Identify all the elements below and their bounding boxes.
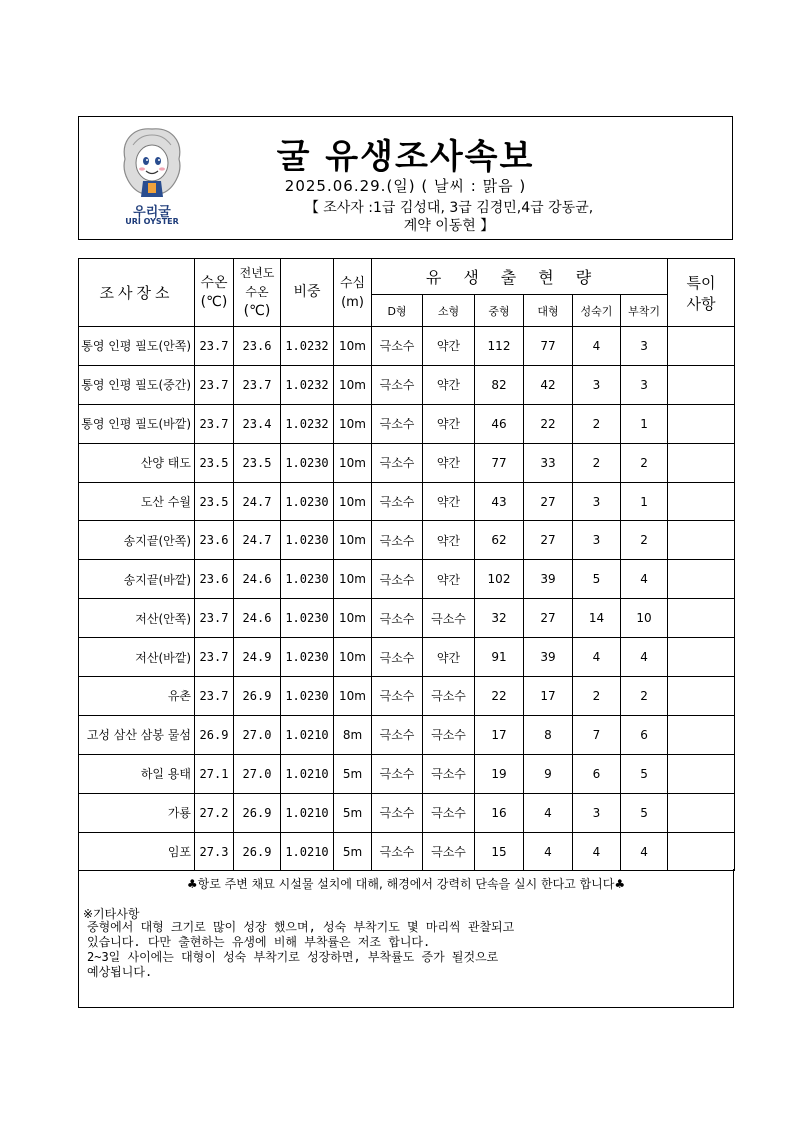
medium-cell: 43 (475, 482, 524, 521)
density-cell: 1.0230 (281, 560, 334, 599)
remarks-text: 중형에서 대형 크기로 많이 성장 했으며, 성숙 부착기도 몇 마리씩 관찰되고 있습니다. 다만 출현하는 유생에 비해 부착률은 저조 합니다. 2~3일 사이에는 대형이 성숙 부착기로 성장하면, 부착률도 증가 될것으로 예상됩니다. (87, 920, 515, 979)
small-cell: 극소수 (423, 677, 475, 716)
depth-cell: 10m (334, 404, 372, 443)
prev-temp-cell: 26.9 (234, 677, 281, 716)
prev-temp-cell: 24.7 (234, 482, 281, 521)
header-box (78, 116, 733, 240)
attach-cell: 2 (621, 677, 668, 716)
logo-subtext: URI OYSTER (125, 217, 179, 226)
header-density: 비중 (281, 259, 334, 327)
large-cell: 39 (524, 560, 573, 599)
large-cell: 22 (524, 404, 573, 443)
d-type-cell: 극소수 (372, 754, 423, 793)
surveyor-info (249, 199, 649, 235)
density-cell: 1.0230 (281, 443, 334, 482)
small-cell: 약간 (423, 443, 475, 482)
d-type-cell: 극소수 (372, 599, 423, 638)
mature-cell: 2 (573, 677, 621, 716)
density-cell: 1.0230 (281, 521, 334, 560)
water-temp-cell: 23.7 (195, 677, 234, 716)
water-temp-cell: 23.6 (195, 521, 234, 560)
small-cell: 약간 (423, 638, 475, 677)
large-cell: 77 (524, 327, 573, 366)
location-cell: 산양 태도 (79, 443, 195, 482)
mature-cell: 3 (573, 521, 621, 560)
location-cell: 저산(안쪽) (79, 599, 195, 638)
header-location: 조사장소 (79, 259, 195, 327)
mature-cell: 14 (573, 599, 621, 638)
location-cell: 고성 삼산 삼봉 물섬 (79, 715, 195, 754)
attach-cell: 2 (621, 443, 668, 482)
density-cell: 1.0230 (281, 677, 334, 716)
location-cell: 송지끝(바깥) (79, 560, 195, 599)
table-row (79, 599, 735, 638)
d-type-cell: 극소수 (372, 443, 423, 482)
attach-cell: 2 (621, 521, 668, 560)
location-cell: 통영 인평 필도(바깥) (79, 404, 195, 443)
special-note-cell (668, 793, 735, 832)
attach-cell: 10 (621, 599, 668, 638)
location-cell: 임포 (79, 832, 195, 871)
medium-cell: 102 (475, 560, 524, 599)
table-row (79, 365, 735, 404)
medium-cell: 112 (475, 327, 524, 366)
density-cell: 1.0210 (281, 715, 334, 754)
prev-temp-cell: 24.6 (234, 599, 281, 638)
depth-cell: 8m (334, 715, 372, 754)
large-cell: 4 (524, 832, 573, 871)
table-row (79, 832, 735, 871)
header-large: 대형 (524, 295, 573, 327)
depth-cell: 10m (334, 560, 372, 599)
table-row (79, 754, 735, 793)
mature-cell: 5 (573, 560, 621, 599)
table-row (79, 793, 735, 832)
attach-cell: 3 (621, 327, 668, 366)
mature-cell: 4 (573, 832, 621, 871)
d-type-cell: 극소수 (372, 715, 423, 754)
location-cell: 가룡 (79, 793, 195, 832)
large-cell: 27 (524, 521, 573, 560)
page-title: 굴 유생조사속보 (276, 137, 535, 177)
attach-cell: 3 (621, 365, 668, 404)
header-special-notes: 특이 사항 (668, 259, 735, 327)
d-type-cell: 극소수 (372, 482, 423, 521)
date-weather-line: 2025.06.29.(일) ( 날씨 : 맑음 ) (284, 177, 527, 195)
water-temp-cell: 23.5 (195, 482, 234, 521)
water-temp-cell: 23.7 (195, 365, 234, 404)
prev-temp-cell: 24.6 (234, 560, 281, 599)
table-row (79, 638, 735, 677)
mature-cell: 3 (573, 793, 621, 832)
medium-cell: 19 (475, 754, 524, 793)
special-note-cell (668, 677, 735, 716)
mature-cell: 3 (573, 365, 621, 404)
depth-cell: 10m (334, 365, 372, 404)
d-type-cell: 극소수 (372, 365, 423, 404)
header-spawn-amount: 유생출현량 (372, 259, 668, 295)
medium-cell: 91 (475, 638, 524, 677)
header-d-type: D형 (372, 295, 423, 327)
header-small: 소형 (423, 295, 475, 327)
small-cell: 약간 (423, 560, 475, 599)
mature-cell: 3 (573, 482, 621, 521)
special-note-cell (668, 832, 735, 871)
mature-cell: 4 (573, 638, 621, 677)
d-type-cell: 극소수 (372, 560, 423, 599)
large-cell: 33 (524, 443, 573, 482)
prev-temp-cell: 23.7 (234, 365, 281, 404)
table-row (79, 404, 735, 443)
medium-cell: 77 (475, 443, 524, 482)
d-type-cell: 극소수 (372, 677, 423, 716)
density-cell: 1.0230 (281, 482, 334, 521)
medium-cell: 46 (475, 404, 524, 443)
depth-cell: 10m (334, 638, 372, 677)
small-cell: 약간 (423, 404, 475, 443)
density-cell: 1.0210 (281, 793, 334, 832)
density-cell: 1.0210 (281, 754, 334, 793)
large-cell: 8 (524, 715, 573, 754)
small-cell: 극소수 (423, 754, 475, 793)
water-temp-cell: 23.7 (195, 327, 234, 366)
special-note-cell (668, 521, 735, 560)
mature-cell: 6 (573, 754, 621, 793)
attach-cell: 4 (621, 638, 668, 677)
medium-cell: 82 (475, 365, 524, 404)
density-cell: 1.0232 (281, 404, 334, 443)
prev-temp-cell: 27.0 (234, 754, 281, 793)
d-type-cell: 극소수 (372, 404, 423, 443)
special-note-cell (668, 638, 735, 677)
small-cell: 극소수 (423, 599, 475, 638)
mature-cell: 2 (573, 404, 621, 443)
special-note-cell (668, 599, 735, 638)
medium-cell: 62 (475, 521, 524, 560)
table-row (79, 677, 735, 716)
large-cell: 27 (524, 599, 573, 638)
water-temp-cell: 23.7 (195, 404, 234, 443)
prev-temp-cell: 23.4 (234, 404, 281, 443)
large-cell: 39 (524, 638, 573, 677)
small-cell: 극소수 (423, 793, 475, 832)
header-medium: 중형 (475, 295, 524, 327)
location-cell: 송지끝(안쪽) (79, 521, 195, 560)
surveyor-line-1: 【 조사자 :1급 김성대, 3급 김경민,4급 강동균, (304, 200, 594, 216)
large-cell: 17 (524, 677, 573, 716)
header-depth: 수심 (m) (334, 259, 372, 327)
attach-cell: 5 (621, 793, 668, 832)
special-note-cell (668, 327, 735, 366)
header-attach: 부착기 (621, 295, 668, 327)
special-note-cell (668, 754, 735, 793)
location-cell: 통영 인평 필도(중간) (79, 365, 195, 404)
special-note-cell (668, 482, 735, 521)
small-cell: 약간 (423, 365, 475, 404)
prev-temp-cell: 24.9 (234, 638, 281, 677)
depth-cell: 10m (334, 599, 372, 638)
location-cell: 하일 용태 (79, 754, 195, 793)
medium-cell: 32 (475, 599, 524, 638)
large-cell: 9 (524, 754, 573, 793)
table-row (79, 443, 735, 482)
attach-cell: 4 (621, 560, 668, 599)
special-note-cell (668, 560, 735, 599)
table-row (79, 482, 735, 521)
small-cell: 약간 (423, 521, 475, 560)
large-cell: 27 (524, 482, 573, 521)
medium-cell: 17 (475, 715, 524, 754)
depth-cell: 10m (334, 521, 372, 560)
water-temp-cell: 27.2 (195, 793, 234, 832)
depth-cell: 10m (334, 482, 372, 521)
water-temp-cell: 23.6 (195, 560, 234, 599)
table-row (79, 327, 735, 366)
header-prev-year-temp: 전년도 수온 (℃) (234, 259, 281, 327)
water-temp-cell: 23.7 (195, 638, 234, 677)
depth-cell: 5m (334, 754, 372, 793)
water-temp-cell: 23.5 (195, 443, 234, 482)
header-water-temp: 수온 (℃) (195, 259, 234, 327)
medium-cell: 16 (475, 793, 524, 832)
special-note-cell (668, 365, 735, 404)
attach-cell: 4 (621, 832, 668, 871)
surveyor-line-2: 계약 이동현 】 (403, 218, 495, 234)
location-cell: 저산(바깥) (79, 638, 195, 677)
location-cell: 유촌 (79, 677, 195, 716)
water-temp-cell: 27.1 (195, 754, 234, 793)
mature-cell: 2 (573, 443, 621, 482)
table-body (79, 327, 735, 871)
d-type-cell: 극소수 (372, 521, 423, 560)
density-cell: 1.0230 (281, 599, 334, 638)
special-note-cell (668, 715, 735, 754)
special-note-cell (668, 404, 735, 443)
special-note-cell (668, 443, 735, 482)
prev-temp-cell: 26.9 (234, 832, 281, 871)
attach-cell: 1 (621, 482, 668, 521)
location-cell: 통영 인평 필도(안쪽) (79, 327, 195, 366)
water-temp-cell: 27.3 (195, 832, 234, 871)
water-temp-cell: 23.7 (195, 599, 234, 638)
medium-cell: 15 (475, 832, 524, 871)
remarks-title: ※기타사항 (83, 907, 140, 921)
small-cell: 약간 (423, 482, 475, 521)
small-cell: 약간 (423, 327, 475, 366)
small-cell: 극소수 (423, 715, 475, 754)
water-temp-cell: 26.9 (195, 715, 234, 754)
location-cell: 도산 수월 (79, 482, 195, 521)
mature-cell: 7 (573, 715, 621, 754)
density-cell: 1.0210 (281, 832, 334, 871)
prev-temp-cell: 26.9 (234, 793, 281, 832)
attach-cell: 5 (621, 754, 668, 793)
attach-cell: 6 (621, 715, 668, 754)
notice-text: ♣항로 주변 채묘 시설물 설치에 대해, 해경에서 강력히 단속을 실시 한다고 합니다♣ (186, 877, 626, 891)
small-cell: 극소수 (423, 832, 475, 871)
d-type-cell: 극소수 (372, 327, 423, 366)
density-cell: 1.0230 (281, 638, 334, 677)
depth-cell: 5m (334, 832, 372, 871)
logo-text: 우리굴 (133, 205, 171, 220)
large-cell: 4 (524, 793, 573, 832)
prev-temp-cell: 24.7 (234, 521, 281, 560)
depth-cell: 10m (334, 677, 372, 716)
prev-temp-cell: 23.5 (234, 443, 281, 482)
header-mature: 성숙기 (573, 295, 621, 327)
d-type-cell: 극소수 (372, 638, 423, 677)
medium-cell: 22 (475, 677, 524, 716)
survey-table (78, 258, 735, 871)
mature-cell: 4 (573, 327, 621, 366)
prev-temp-cell: 27.0 (234, 715, 281, 754)
notes-box (78, 869, 734, 1008)
attach-cell: 1 (621, 404, 668, 443)
density-cell: 1.0232 (281, 327, 334, 366)
depth-cell: 10m (334, 327, 372, 366)
large-cell: 42 (524, 365, 573, 404)
d-type-cell: 극소수 (372, 793, 423, 832)
depth-cell: 10m (334, 443, 372, 482)
depth-cell: 5m (334, 793, 372, 832)
table-row (79, 715, 735, 754)
prev-temp-cell: 23.6 (234, 327, 281, 366)
density-cell: 1.0232 (281, 365, 334, 404)
d-type-cell: 극소수 (372, 832, 423, 871)
table-row (79, 521, 735, 560)
table-row (79, 560, 735, 599)
